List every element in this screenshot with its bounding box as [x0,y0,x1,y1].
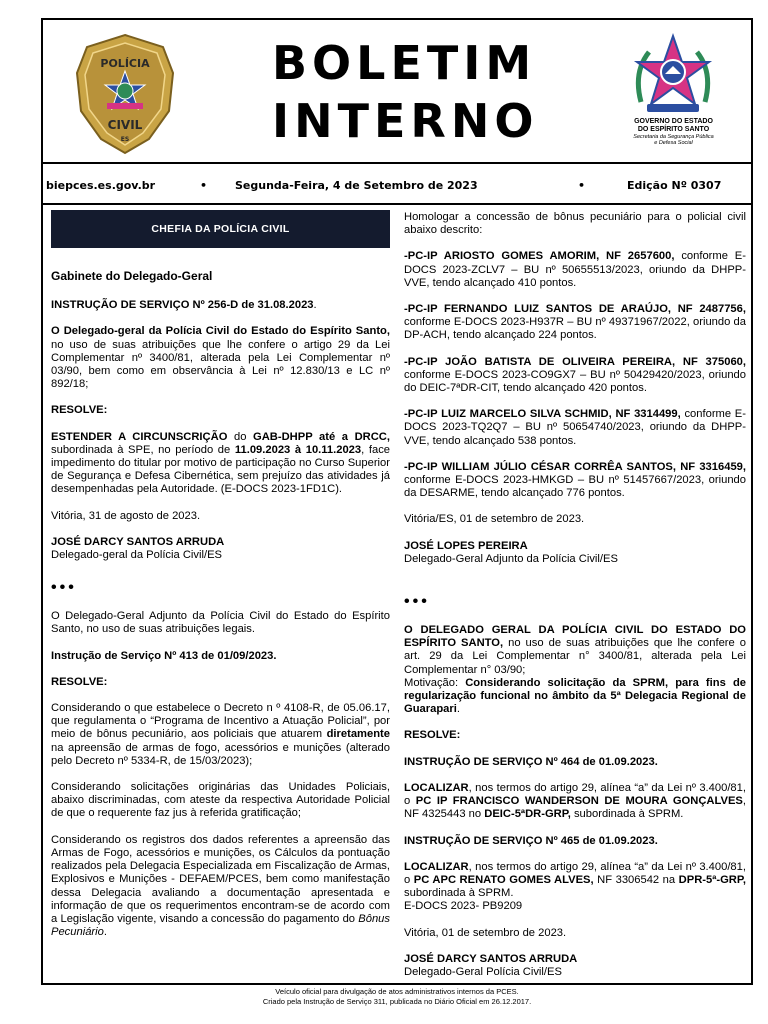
title-line-2: INTERNO [272,94,539,148]
is413-title: Instrução de Serviço Nº 413 de 01/09/2023. [51,649,277,662]
resolve-heading: RESOLVE: [51,404,108,417]
gov-sub-1: Secretaria da Segurança Pública [633,134,714,140]
dg-motivation: Motivação: Considerando solicitação da SPRM, para fins de regularização funcional no âmbito da 5ª Delegacia Regional de Guarapari. [404,676,746,716]
edition-number: Edição Nº 0307 [627,179,722,192]
signature-block: JOSÉ LOPES PEREIRA Delegado-Geral Adjunto da Polícia Civil/ES [404,539,618,565]
separator-dots: ••• [51,579,77,597]
resolve-heading: RESOLVE: [51,675,108,688]
section-header: CHEFIA DA POLÍCIA CIVIL [51,210,390,248]
section-subheader: Gabinete do Delegado-Geral [51,269,213,283]
government-label [606,118,741,146]
is464-title: INSTRUÇÃO DE SERVIÇO Nº 464 de 01.09.2023. [404,755,658,768]
beneficiary-item: -PC-IP JOÃO BATISTA DE OLIVEIRA PEREIRA, NF 375060, conforme E-DOCS 2023-CO9GX7 – BU nº 50429420/2023, oriundo do DEIC-7ªDR-CIT, tendo alcançado 420 pontos. [404,355,746,395]
is413-intro: O Delegado-Geral Adjunto da Polícia Civil do Estado do Espírito Santo, no uso de suas atribuições legais. [51,610,390,636]
is413-paragraph-1: Considerando o que estabelece o Decreto n º 4108-R, de 05.06.17, que regulamenta o “Programa de Incentivo a Atuação Policial”, por meio de bônus pecuniário, aos policiais que atuarem diretamente na apreensão de armas de fogo, acessórios e munições (alterado pelo Decreto nº 5334-R, de 15/03/2023); [51,702,390,767]
is465-body: LOCALIZAR, nos termos do artigo 29, alínea “a” da Lei nº 3.400/81, o PC APC RENATO GOMES ALVES, NF 3306542 na DPR-5ª-GRP, subordinada à SPRM. E-DOCS 2023- PB9209 [404,860,746,913]
footer-line-2: Criado pela Instrução de Serviço 311, publicada no Diário Oficial em 26.12.2017. [262,996,532,1006]
info-bar [43,163,751,205]
gov-line-1: GOVERNO DO ESTADO [634,118,713,125]
resolve-heading: RESOLVE: [404,729,461,742]
gov-line-2: DO ESPÍRITO SANTO [637,126,710,133]
bullet-1: • [200,179,208,192]
is256-title: INSTRUÇÃO DE SERVIÇO Nº 256-D de 31.08.2023. [51,299,317,312]
footer [41,987,753,1006]
is256-preamble: O Delegado-geral da Polícia Civil do Estado do Espírito Santo, no uso de suas atribuições que lhe confere o artigo 29 da Lei Complementar nº 3400/81, alterada pela Lei Complementar nº 03/90, bem como em observância à Lei nº 12.830/13 e LC nº 892/18; [51,325,390,391]
beneficiary-item: -PC-IP ARIOSTO GOMES AMORIM, NF 2657600, conforme E-DOCS 2023-ZCLV7 – BU nº 50655513/2023, oriundo da DHPP-VVE, tendo alcançado 410 pontos. [404,250,746,289]
is413-paragraph-2: Considerando solicitações originárias das Unidades Policiais, abaixo discriminadas, com ateste da respectiva Autoridade Policial de que o requerente faz jus à referida gratificação; [51,781,390,820]
svg-text:CIVIL: CIVIL [107,118,143,132]
separator-dots: ••• [404,593,430,611]
signature-block: JOSÉ DARCY SANTOS ARRUDA Delegado-geral da Polícia Civil/ES [51,535,225,562]
beneficiary-item: -PC-IP FERNANDO LUIZ SANTOS DE ARAÚJO, NF 2487756, conforme E-DOCS 2023-H937R – BU nº 49371967/2022, oriundo da DP-ACH, tendo alcançado 224 pontos. [404,303,746,342]
left-column [51,210,390,952]
is256-body: ESTENDER A CIRCUNSCRIÇÃO do GAB-DHPP até a DRCC, subordinada à SPE, no período de 11.09.2023 à 10.11.2023, face impedimento do titular por motivo de participação no Curso Superior de Segurança e Defesa Cibernética, sem prejuízo das atividades já desempenhadas pela Autoridade. (E-DOCS 2023-1FD1C). [51,430,391,496]
place-date: Vitória/ES, 01 de setembro de 2023. [404,513,585,526]
place-date: Vitória, 31 de agosto de 2023. [51,509,201,522]
is413-paragraph-3: Considerando os registros dos dados referentes a apreensão das Armas de Fogo, acessórios e munições, os Cálculos da pontuação realizados pela Delegacia Especializada em Fiscalização de Armas, Explosivos e Munições - DEFAEM/PCES, bem como manifestação dessa Delegacia avaliando a documentação apresentada e informação de que os requerimentos encontram-se de acordo com a Legislação vigente, visando a concessão do pagamento do Bônus Pecuniário. [51,833,390,939]
police-badge-icon [73,33,177,155]
is465-title: INSTRUÇÃO DE SERVIÇO Nº 465 de 01.09.2023. [404,834,658,847]
bulletin-page [41,18,753,985]
bulletin-title [272,34,538,150]
beneficiary-item: -PC-IP LUIZ MARCELO SILVA SCHMID, NF 3314499, conforme E-DOCS 2023-TQ2Q7 – BU nº 50654740/2023, oriundo da DHPP-VVE, tendo alcançado 538 pontos. [404,408,746,447]
footer-line-1: Veículo oficial para divulgação de atos administrativos internos da PCES. [275,987,519,996]
beneficiary-item: -PC-IP WILLIAM JÚLIO CÉSAR CORRÊA SANTOS, NF 3316459, conforme E-DOCS 2023-HMKGD – BU nº 51457667/2023, oriundo da DESARME, tendo alcançado 776 pontos. [404,460,746,500]
state-crest-icon [631,32,715,118]
dg-preamble: O DELEGADO GERAL DA POLÍCIA CIVIL DO ESTADO DO ESPÍRITO SANTO, no uso de suas atribuições que lhe confere o art. 29 da Lei Complementar n° 3400/81, alterada pela Lei Complementar n° 03/90; [404,624,746,676]
site-link[interactable]: biepces.es.gov.br [46,179,156,192]
right-column [404,211,746,997]
is464-body: LOCALIZAR, nos termos do artigo 29, alínea “a” da Lei nº 3.400/81, o PC IP FRANCISCO WANDERSON DE MOURA GONÇALVES, NF 4325443 no DEIC-5ªDR-GRP, subordinada à SPRM. [404,781,746,821]
place-date: Vitória, 01 de setembro de 2023. [404,926,567,939]
svg-text:POLÍCIA: POLÍCIA [100,57,150,70]
homologation-text: Homologar a concessão de bônus pecuniário para o policial civil abaixo descrito: [404,211,746,237]
bullet-2: • [578,179,586,192]
signature-block: JOSÉ DARCY SANTOS ARRUDA Delegado-Geral Polícia Civil/ES [404,952,578,978]
title-line-1: BOLETIM [272,36,537,90]
gov-sub-2: e Defesa Social [654,140,693,146]
issue-date: Segunda-Feira, 4 de Setembro de 2023 [235,179,478,192]
masthead [43,20,751,164]
svg-text:ES: ES [120,136,130,143]
